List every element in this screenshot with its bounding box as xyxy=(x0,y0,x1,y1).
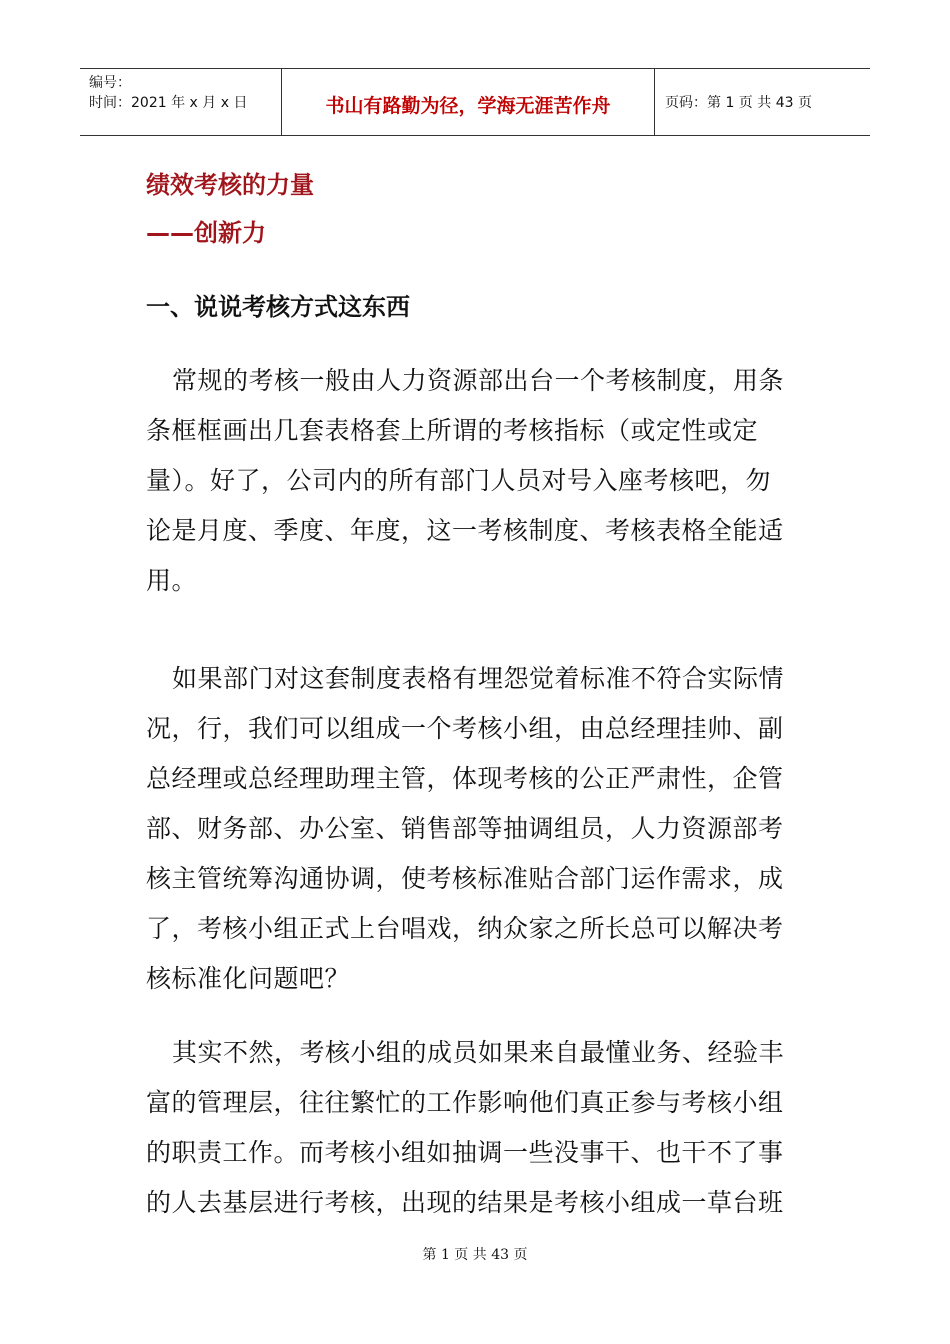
paragraph-1: 常规的考核一般由人力资源部出台一个考核制度，用条条框框画出几套表格套上所谓的考核指标（或定性或定量）。好了，公司内的所有部门人员对号入座考核吧，勿论是月度、季度、年度，这一考核制度、考核表格全能适用。 xyxy=(146,366,785,595)
document-subtitle: ——创新力 xyxy=(146,219,266,247)
page-header xyxy=(80,68,870,136)
header-meta-cell xyxy=(80,69,282,135)
serial-label: 编号： xyxy=(89,75,131,91)
date-label: 时间：2021 年 x 月 x 日 xyxy=(89,95,248,111)
header-motto: 书山有路勤为径，学海无涯苦作舟 xyxy=(282,69,655,135)
section-heading: 一、说说考核方式这东西 xyxy=(146,293,410,321)
page-footer: 第 1 页 共 43 页 xyxy=(422,1247,528,1263)
paragraph-3: 其实不然，考核小组的成员如果来自最懂业务、经验丰富的管理层，往往繁忙的工作影响他们真正参与考核小组的职责工作。而考核小组如抽调一些没事干、也干不了事的人去基层进行考核，出现的结果是考核小组成一草台班 xyxy=(146,1038,785,1217)
header-page-code: 页码：第 1 页 共 43 页 xyxy=(665,95,812,111)
paragraph-2: 如果部门对这套制度表格有埋怨觉着标准不符合实际情况，行，我们可以组成一个考核小组，由总经理挂帅、副总经理或总经理助理主管，体现考核的公正严肃性，企管部、财务部、办公室、销售部等抽调组员，人力资源部考核主管统筹沟通协调，使考核标准贴合部门运作需求，成了，考核小组正式上台唱戏，纳众家之所长总可以解决考核标准化问题吧？ xyxy=(146,664,785,993)
document-title: 绩效考核的力量 xyxy=(146,171,314,199)
